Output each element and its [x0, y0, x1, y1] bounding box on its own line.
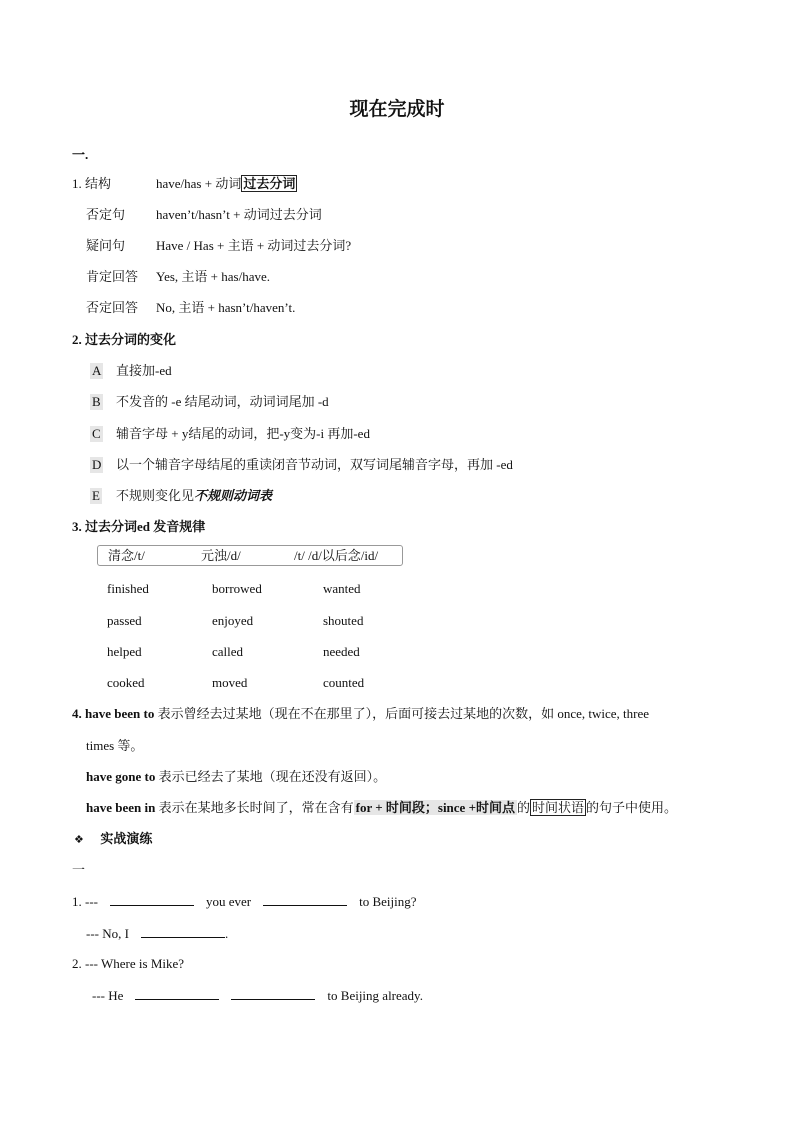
answer-blank: [110, 893, 194, 906]
change-letter-b: B: [92, 394, 101, 409]
answer-blank: [135, 987, 219, 1000]
been-to-continuation: times 等。: [86, 738, 144, 753]
change-heading: 2. 过去分词的变化: [72, 332, 177, 347]
gone-to-paragraph: [86, 769, 386, 785]
diamond-bullet-icon: ❖: [74, 833, 84, 846]
word-cell: cooked: [107, 675, 145, 690]
change-letter-a: A: [92, 363, 102, 378]
adverbial-boxed: 时间状语: [532, 800, 585, 815]
structure-label: 1. 结构: [72, 176, 112, 191]
been-in-explanation: 表示在某地多长时间了，常在含有: [158, 800, 354, 815]
word-cell: counted: [323, 675, 365, 690]
positive-answer-label: 肯定回答: [86, 269, 139, 284]
pronunciation-heading: 3. 过去分词ed 发音规律: [72, 519, 206, 534]
been-to-explanation: 表示曾经去过某地（现在不在那里了），后面可接去过某地的次数，如 once, twice, three: [157, 706, 650, 721]
negative-answer: No, 主语 + hasn’t/haven’t.: [156, 300, 296, 315]
question-1-answer: [86, 925, 228, 942]
question-2-answer: [92, 987, 423, 1004]
word-cell: shouted: [323, 613, 364, 628]
pronunciation-header-box: [97, 545, 403, 566]
change-letter-e: E: [92, 488, 100, 503]
word-cell: borrowed: [212, 581, 262, 596]
been-in-connector: 的: [516, 800, 530, 815]
past-participle-boxed: 过去分词: [243, 176, 296, 191]
question-label: 疑问句: [86, 238, 126, 253]
practice-heading: 实战演练: [100, 831, 153, 846]
header-voiceless: 清念/t/: [108, 548, 145, 563]
gone-to-explanation: 表示已经去了某地（现在还没有返回）。: [158, 769, 387, 784]
change-text-e-prefix: 不规则变化见: [116, 488, 195, 503]
question-1-mid: you ever: [206, 894, 252, 909]
question-1-end: to Beijing?: [359, 894, 417, 909]
change-letter-c: C: [92, 426, 101, 441]
question-2: 2. --- Where is Mike?: [72, 956, 185, 971]
negative-label: 否定句: [86, 207, 126, 222]
change-text-d: 以一个辅音字母结尾的重读闭音节动词，双写词尾辅音字母，再加 -ed: [116, 457, 513, 472]
question-2-answer-prefix: --- He: [92, 988, 124, 1003]
word-cell: finished: [107, 581, 149, 596]
word-cell: moved: [212, 675, 248, 690]
been-in-paragraph: [86, 800, 677, 816]
word-cell: passed: [107, 613, 142, 628]
structure-formula-prefix: have/has + 动词: [156, 176, 242, 191]
been-in-ending: 的句子中使用。: [586, 800, 678, 815]
header-voiced: 元浊/d/: [201, 548, 241, 563]
header-id: /t/ /d/以后念/id/: [294, 548, 379, 563]
time-expression-shaded: for + 时间段；since +时间点: [355, 800, 515, 815]
question-1-answer-end: .: [224, 926, 229, 941]
question-1-answer-prefix: --- No, I: [86, 926, 129, 941]
change-text-a: 直接加-ed: [116, 363, 172, 378]
word-cell: needed: [323, 644, 360, 659]
question-formula: Have / Has + 主语 + 动词过去分词?: [156, 238, 352, 253]
positive-answer: Yes, 主语 + has/have.: [156, 269, 270, 284]
answer-blank: [263, 893, 347, 906]
practice-section-label: 一: [72, 862, 86, 877]
gone-to-term: have gone to: [86, 769, 156, 784]
word-cell: helped: [107, 644, 142, 659]
word-cell: called: [212, 644, 244, 659]
question-1: [72, 893, 417, 910]
answer-blank: [231, 987, 315, 1000]
word-cell: wanted: [323, 581, 361, 596]
structure-formula: [156, 176, 297, 192]
change-letter-d: D: [92, 457, 102, 472]
change-text-c: 辅音字母 + y结尾的动词，把-y变为-i 再加-ed: [116, 426, 370, 441]
irregular-verb-table-ref: 不规则动词表: [194, 488, 273, 503]
section-one-heading: 一.: [72, 147, 89, 162]
been-in-term: have been in: [86, 800, 156, 815]
answer-blank: [141, 925, 225, 938]
practice-heading-row: [74, 831, 152, 848]
negative-formula: haven’t/hasn’t + 动词过去分词: [156, 207, 322, 222]
question-1-number: 1. ---: [72, 894, 98, 909]
change-text-e: [116, 488, 272, 504]
question-2-answer-end: to Beijing already.: [327, 988, 423, 1003]
word-cell: enjoyed: [212, 613, 254, 628]
negative-answer-label: 否定回答: [86, 300, 139, 315]
change-text-b: 不发音的 -e 结尾动词，动词词尾加 -d: [116, 394, 329, 409]
been-to-paragraph: [72, 706, 649, 722]
been-to-term: 4. have been to: [72, 706, 155, 721]
page-title: 现在完成时: [349, 99, 445, 120]
